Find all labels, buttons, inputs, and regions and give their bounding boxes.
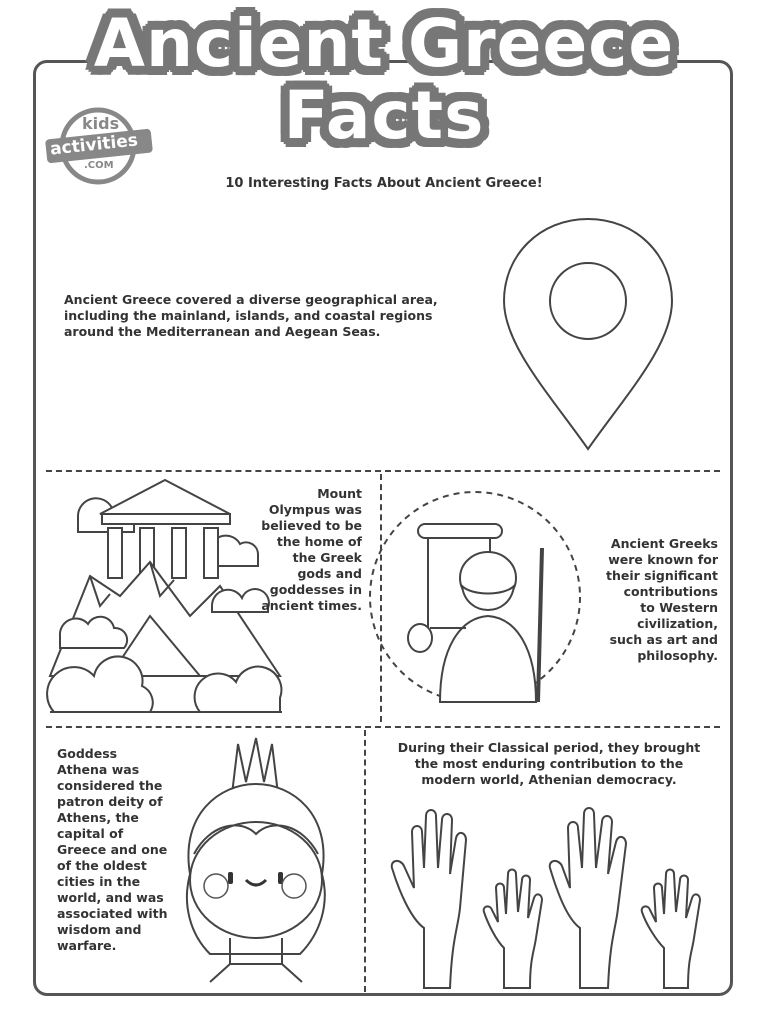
logo-kids: kids [82,114,120,133]
raised-hands-icon [384,808,714,988]
fact-contributions: Ancient Greeks were known for their significant contributions to Western civilization, such as art and philosophy. [606,536,718,663]
fact-olympus: Mount Olympus was believed to be the home of the Greek gods and goddesses in ancient times. [261,486,362,613]
philosopher-icon [370,478,570,718]
map-pin-icon [500,215,660,455]
logo-activities: activities [49,130,139,160]
fact-athena: Goddess Athena was considered the patron deity of Athens, the capital of Greece and one of the oldest cities in the world, and was associated with wisdom and warfare. [57,746,168,953]
temple-mountain-icon [50,476,290,716]
fact-geography: Ancient Greece covered a diverse geographical area, including the mainland, islands, and coastal regions around the Mediterranean and Aegean Seas. [64,292,438,339]
title-line-1: Ancient Greece [93,5,675,82]
divider-row-1 [46,470,720,472]
subtitle: 10 Interesting Facts About Ancient Greece! [225,176,543,191]
divider-col-row-3 [364,730,366,992]
fact-democracy: During their Classical period, they brought the most enduring contribution to the modern world, Athenian democracy. [397,740,701,787]
divider-row-2 [46,726,720,728]
logo-com: .COM [84,160,114,171]
title-line-2: Facts [283,77,485,154]
athena-icon [170,734,350,984]
